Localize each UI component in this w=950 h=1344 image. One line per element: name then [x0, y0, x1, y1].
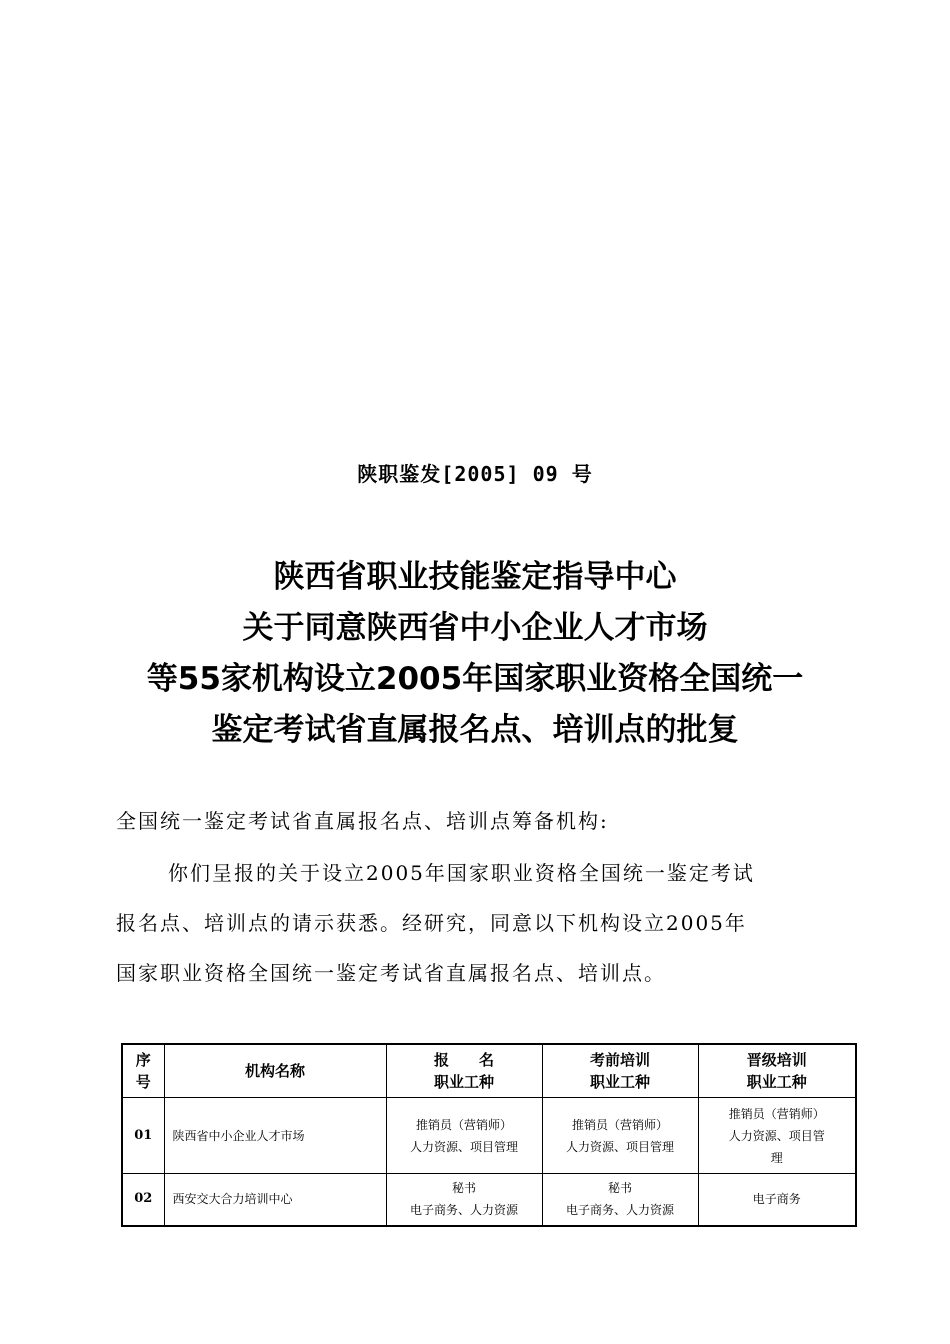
header-org-name: 机构名称 [164, 1044, 386, 1098]
title-line-1: 陕西省职业技能鉴定指导中心 [273, 559, 677, 595]
table-row [122, 1098, 856, 1174]
header-advancement-training: 晋级培训 职业工种 [698, 1044, 856, 1098]
title-line-3: 等55家机构设立2005年国家职业资格全国统一 [146, 661, 804, 697]
document-number: 陕职鉴发[2005] 09 号 [357, 462, 593, 486]
title-line-4: 鉴定考试省直属报名点、培训点的批复 [211, 712, 739, 748]
row-registration: 秘书 电子商务、人力资源 [386, 1174, 542, 1226]
document-title [0, 552, 950, 756]
table-row [122, 1174, 856, 1226]
row-pre-exam-training: 推销员（营销师） 人力资源、项目管理 [542, 1098, 698, 1174]
row-seq: 01 [122, 1098, 164, 1174]
organization-table [121, 1043, 857, 1227]
row-advancement-training: 电子商务 [698, 1174, 856, 1226]
row-pre-exam-training: 秘书 电子商务、人力资源 [542, 1174, 698, 1226]
table-header-row [122, 1044, 856, 1098]
row-advancement-training: 推销员（营销师） 人力资源、项目管 理 [698, 1098, 856, 1174]
row-org-name: 西安交大合力培训中心 [164, 1174, 386, 1226]
body-line-1: 你们呈报的关于设立2005年国家职业资格全国统一鉴定考试 [168, 861, 755, 885]
header-pre-exam-training: 考前培训 职业工种 [542, 1044, 698, 1098]
header-seq: 序 号 [122, 1044, 164, 1098]
body-line-3: 国家职业资格全国统一鉴定考试省直属报名点、培训点。 [116, 961, 666, 985]
addressee: 全国统一鉴定考试省直属报名点、培训点筹备机构: [116, 809, 609, 833]
title-line-2: 关于同意陕西省中小企业人才市场 [242, 610, 708, 646]
row-registration: 推销员（营销师） 人力资源、项目管理 [386, 1098, 542, 1174]
body-line-2: 报名点、培训点的请示获悉。经研究，同意以下机构设立2005年 [116, 911, 747, 935]
row-org-name: 陕西省中小企业人才市场 [164, 1098, 386, 1174]
body-paragraph [116, 848, 860, 998]
row-seq: 02 [122, 1174, 164, 1226]
header-registration: 报 名 职业工种 [386, 1044, 542, 1098]
